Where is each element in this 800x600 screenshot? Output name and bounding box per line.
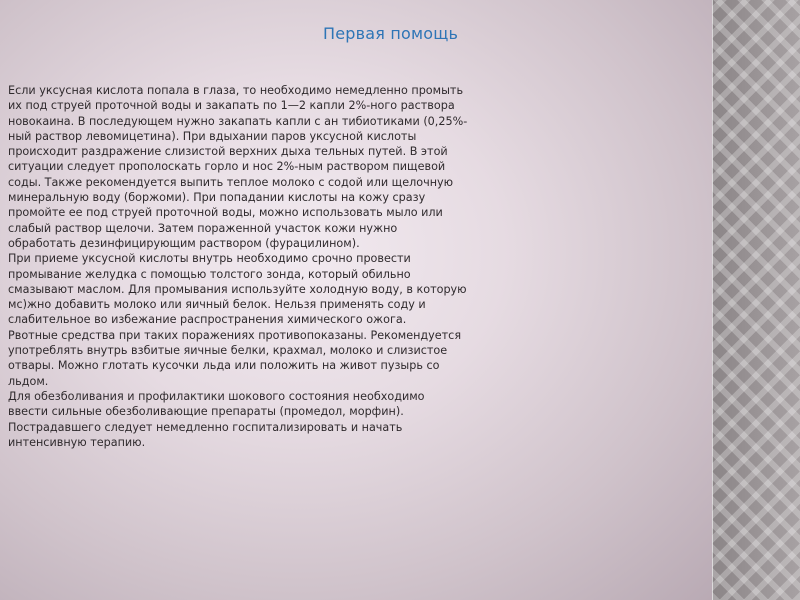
decorative-pattern-panel	[712, 0, 800, 600]
paragraph-contraindications: Рвотные средства при таких поражениях противопоказаны. Рекомендуется употреблять внутрь взбитые яичные белки, крахмал, молоко и слизистое отвары. Можно глотать кусочки льда или положить на живот пузырь со льдом.	[8, 328, 462, 388]
slide-title: Первая помощь	[323, 24, 459, 43]
slide-body	[8, 83, 468, 450]
paragraph-shock-prevention: Для обезболивания и профилактики шокового состояния необходимо ввести сильные обезболивающие препараты (промедол, морфин). Пострадавшего следует немедленно госпитализировать и начать интенсивную терапию.	[8, 389, 425, 449]
paragraph-ingestion: При приеме уксусной кислоты внутрь необходимо срочно провести промывание желудка с помощью толстого зонда, который обильно смазывают маслом. Для промывания используйте холодную воду, в которую мс)жно добавить молоко или яичный белок. Нельзя применять соду и слабительное во избежание распространения химического ожога.	[8, 252, 467, 327]
paragraph-eyes-skin: Если уксусная кислота попала в глаза, то необходимо немедленно промыть их под струей проточной воды и закапать по 1—2 капли 2%-ного раствора новокаина. В последующем нужно закапать капли с ан тибиотиками (0,25%-ный раствор левомицетина). При вдыхании паров уксусной кислоты происходит раздражение слизистой верхних дыха тельных путей. В этой ситуации следует прополоскать горло и нос 2%-ным раствором пищевой соды. Также рекомендуется выпить теплое молоко с содой или щелочную минеральную воду (боржоми). При попадании кислоты на кожу сразу промойте ее под струей проточной воды, можно использовать мыло или слабый раствор щелочи. Затем пораженной участок кожи нужно обработать дезинфицирующим раствором (фурацилином).	[8, 84, 468, 250]
